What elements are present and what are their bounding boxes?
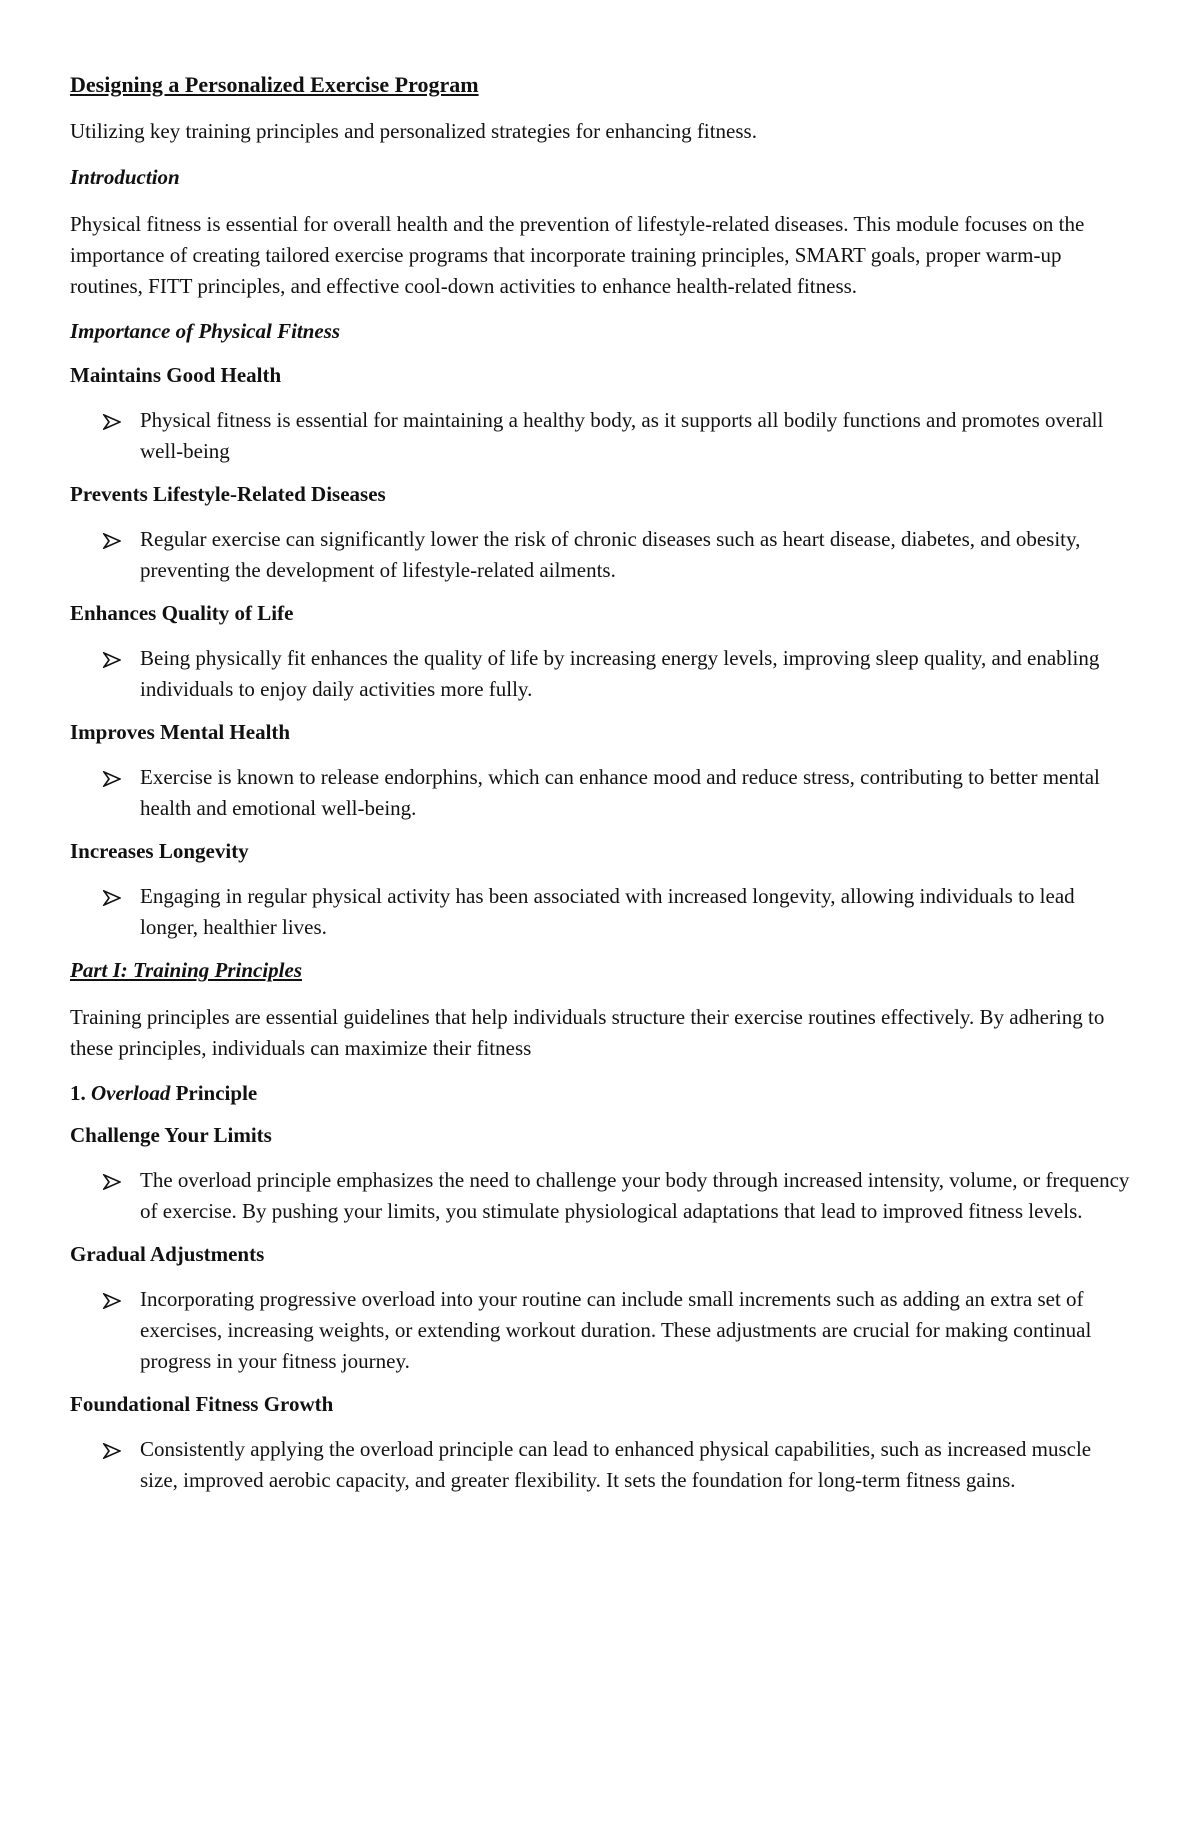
overload-subheading: Gradual Adjustments: [70, 1242, 265, 1266]
benefit-bullet: [70, 643, 1130, 705]
arrowhead-bullet-icon: [103, 1165, 140, 1190]
overload-subheading: Foundational Fitness Growth: [70, 1392, 334, 1416]
benefit-bullet-text: Physical fitness is essential for maintaining a healthy body, as it supports all bodily functions and promotes overall well-being: [140, 408, 1104, 463]
overload-italic-word: Overload: [91, 1081, 171, 1105]
overload-bullet-text: Incorporating progressive overload into your routine can include small increments such as adding an extra set of exercises, increasing weights, or extending workout duration. These adjustments are crucial for making continual progress in your fitness journey.: [140, 1287, 1092, 1373]
arrowhead-bullet-icon: [103, 881, 140, 906]
benefit-heading: Prevents Lifestyle-Related Diseases: [70, 482, 386, 506]
arrowhead-bullet-icon: [103, 524, 140, 549]
overload-bullet: [70, 1284, 1130, 1377]
overload-bullet: [70, 1434, 1130, 1496]
arrowhead-bullet-icon: [103, 1434, 140, 1459]
benefit-bullet: [70, 405, 1130, 467]
document-subtitle: Utilizing key training principles and personalized strategies for enhancing fitness.: [70, 119, 757, 143]
part1-heading: Part I: Training Principles: [70, 958, 302, 982]
benefit-heading: Maintains Good Health: [70, 363, 282, 387]
benefit-bullet: [70, 762, 1130, 824]
benefit-bullet-text: Exercise is known to release endorphins, which can enhance mood and reduce stress, contributing to better mental health and emotional well-being.: [140, 765, 1100, 820]
benefit-bullet: [70, 524, 1130, 586]
arrowhead-bullet-icon: [103, 1284, 140, 1309]
benefit-heading: Increases Longevity: [70, 839, 249, 863]
overload-bullet-text: Consistently applying the overload principle can lead to enhanced physical capabilities, such as increased muscle size, improved aerobic capacity, and greater flexibility. It sets the foundation for long-term fitness gains.: [140, 1437, 1092, 1492]
document-title: Designing a Personalized Exercise Program: [70, 72, 479, 97]
benefit-bullet-text: Engaging in regular physical activity has been associated with increased longevity, allowing individuals to lead longer, healthier lives.: [140, 884, 1075, 939]
overload-heading-rest: Principle: [175, 1081, 258, 1105]
benefit-bullet-text: Being physically fit enhances the quality of life by increasing energy levels, improving sleep quality, and enabling individuals to enjoy daily activities more fully.: [140, 646, 1100, 701]
benefit-heading: Improves Mental Health: [70, 720, 291, 744]
overload-number: 1.: [70, 1081, 86, 1105]
benefit-bullet-text: Regular exercise can significantly lower the risk of chronic diseases such as heart disease, diabetes, and obesity, preventing the development of lifestyle-related ailments.: [140, 527, 1081, 582]
importance-heading: Importance of Physical Fitness: [70, 319, 341, 343]
introduction-paragraph: Physical fitness is essential for overall health and the prevention of lifestyle-related diseases. This module focuses on the importance of creating tailored exercise programs that incorporate training principles, SMART goals, proper warm-up routines, FITT principles, and effective cool-down activities to enhance health-related fitness.: [70, 212, 1085, 298]
benefit-bullet: [70, 881, 1130, 943]
introduction-heading: Introduction: [70, 165, 180, 189]
benefit-heading: Enhances Quality of Life: [70, 601, 294, 625]
arrowhead-bullet-icon: [103, 762, 140, 787]
overload-bullet: [70, 1165, 1130, 1227]
overload-subheading: Challenge Your Limits: [70, 1123, 272, 1147]
arrowhead-bullet-icon: [103, 643, 140, 668]
overload-bullet-text: The overload principle emphasizes the need to challenge your body through increased intensity, volume, or frequency of exercise. By pushing your limits, you stimulate physiological adaptations that lead to improved fitness levels.: [140, 1168, 1130, 1223]
part1-paragraph: Training principles are essential guidelines that help individuals structure their exercise routines effectively. By adhering to these principles, individuals can maximize their fitness: [70, 1005, 1105, 1060]
arrowhead-bullet-icon: [103, 405, 140, 430]
overload-principle-heading: [70, 1081, 1130, 1106]
